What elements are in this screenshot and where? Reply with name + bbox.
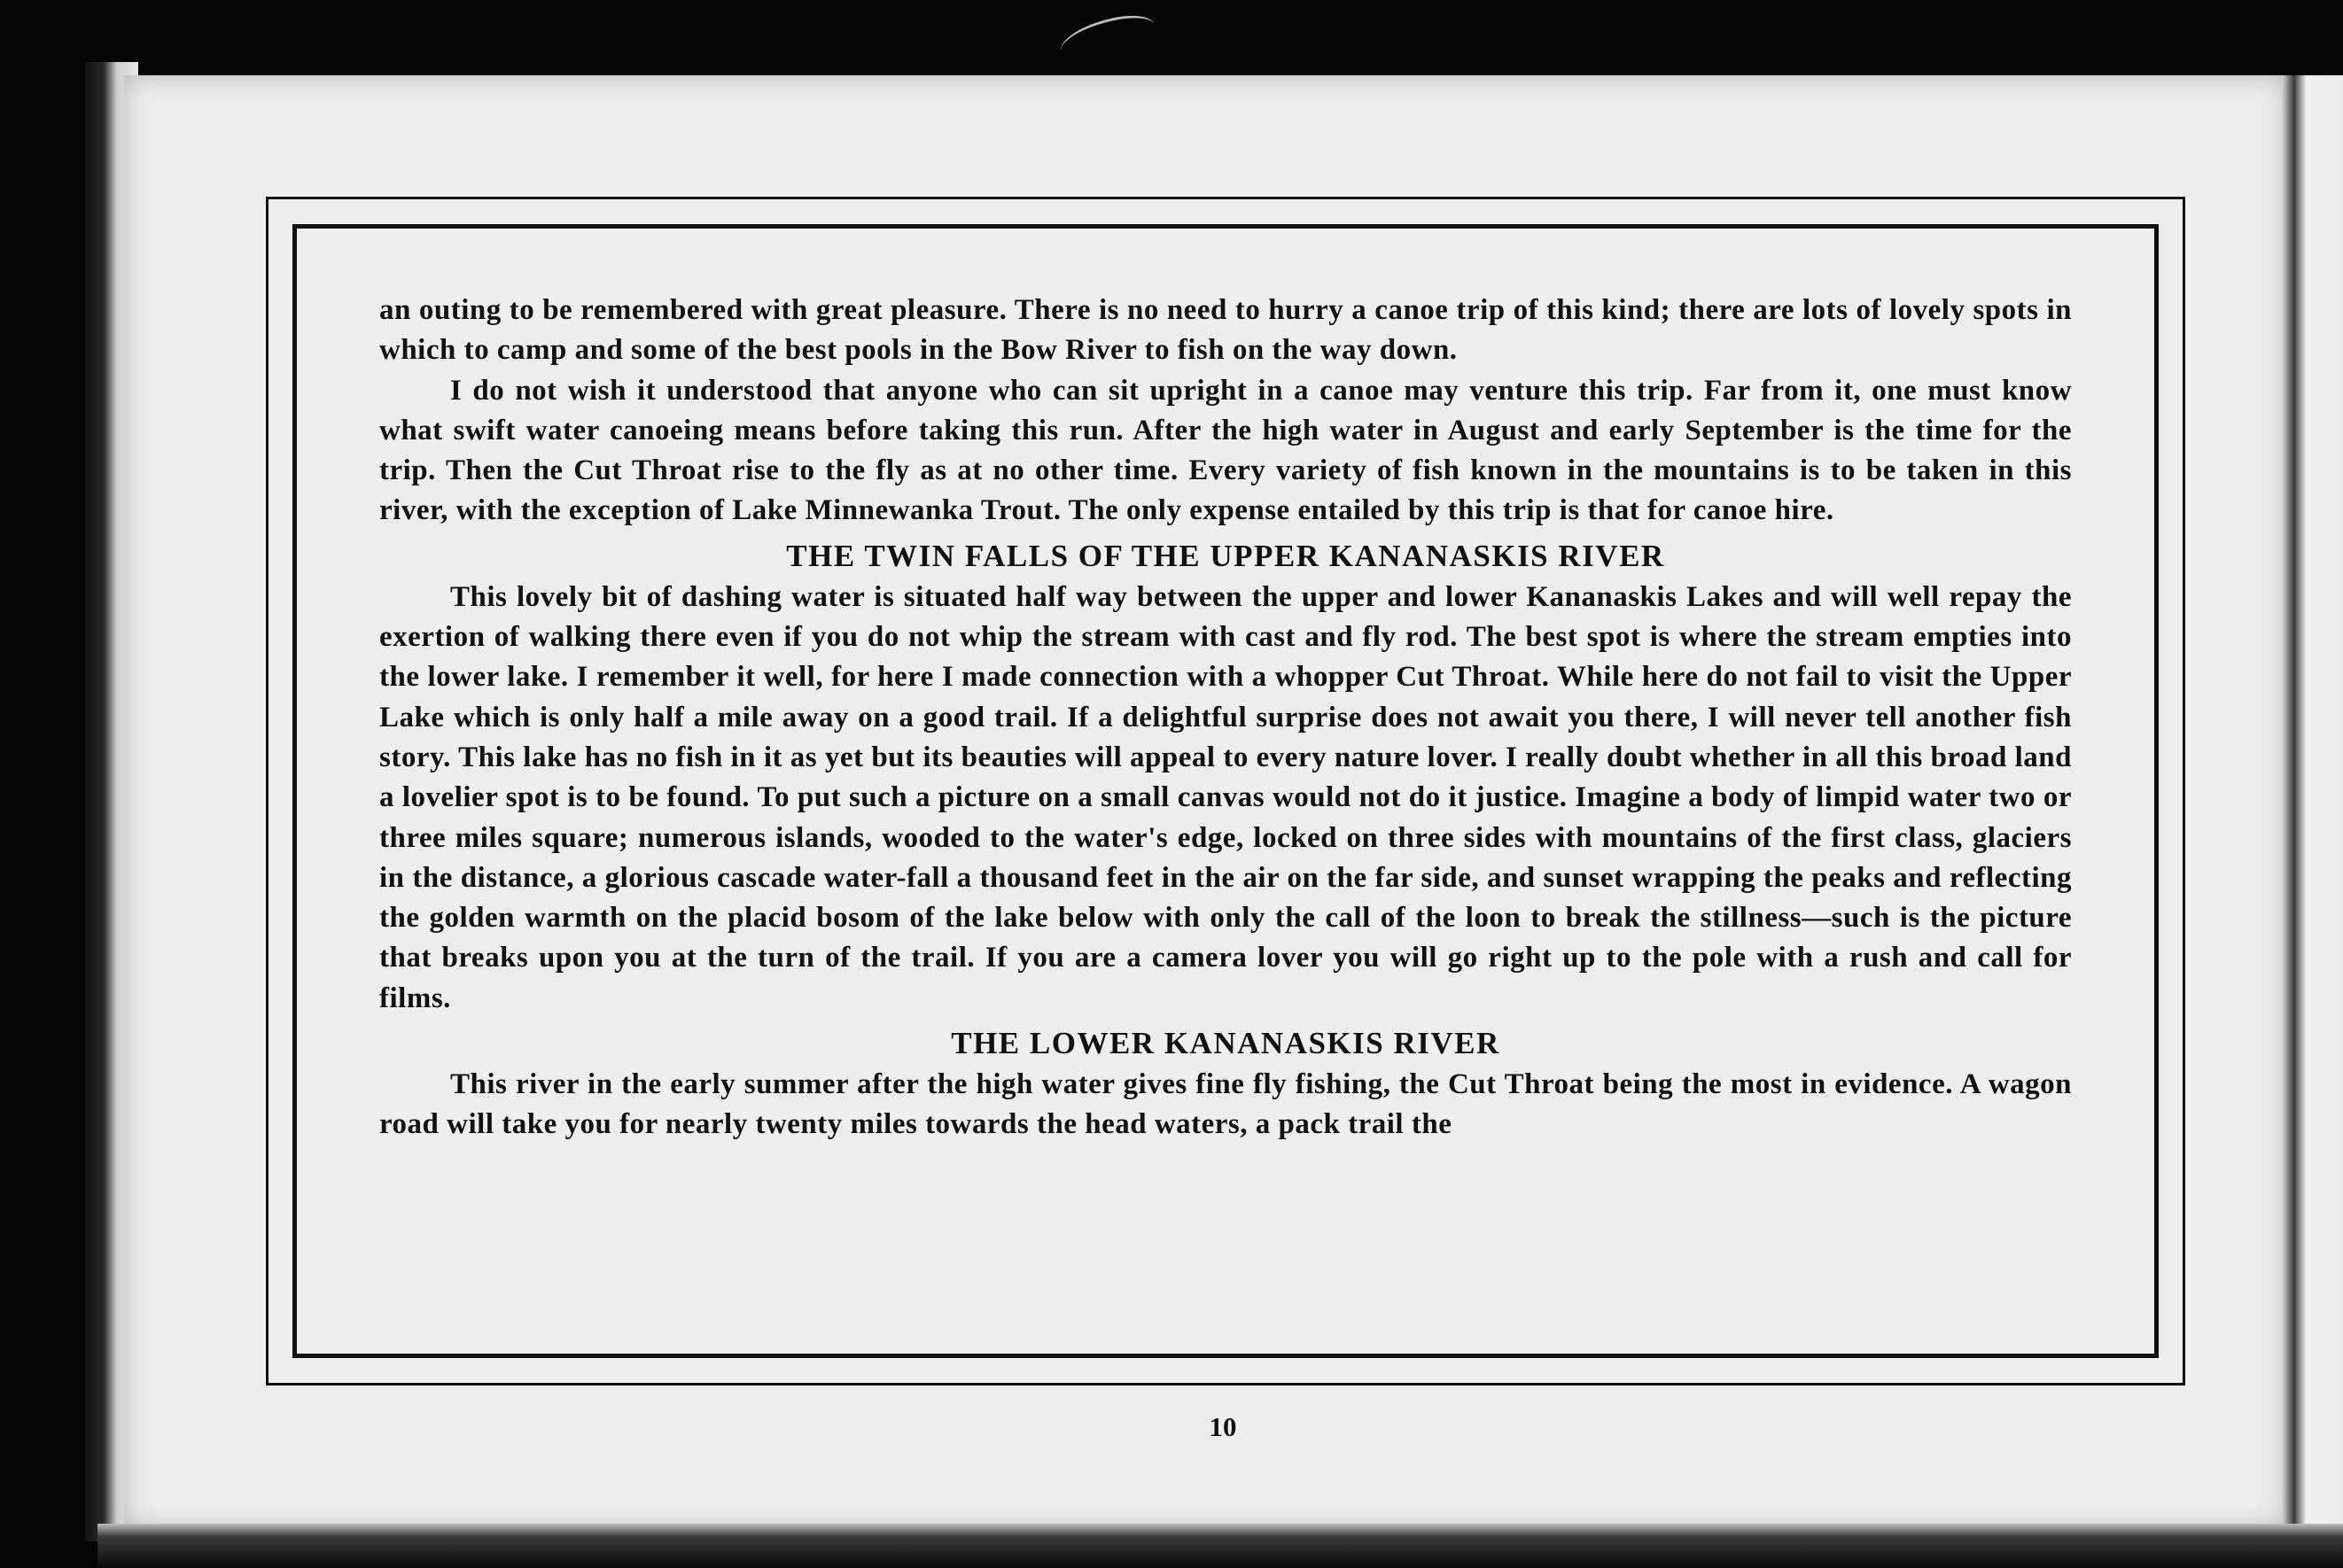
paragraph: an outing to be remembered with great pleasure. There is no need to hurry a canoe trip of this kind; there are lots of lovely spots in which to camp and some of the best pools in the Bow River to fish on the way down. xyxy=(379,294,2072,367)
paragraph: This river in the early summer after the high water gives fine fly fishing, the Cut Throat being the most in evidence. A wagon road will take you for nearly twenty miles towards the head waters, a pack trail the xyxy=(379,1068,2072,1141)
paragraph: This lovely bit of dashing water is situated half way between the upper and lower Kananaskis Lakes and will well repay the exertion of walking there even if you do not whip the stream with cast and fly rod. The best spot is where the stream empties into the lower lake. I remember it well, for here I made connection with a whopper Cut Throat. While here do not fail to visit the Upper Lake which is only half a mile away on a good trail. If a delightful surprise does not await you there, I will never tell another fish story. This lake has no fish in it as yet but its beauties will appeal to every nature lover. I really doubt whether in all this broad land a lovelier spot is to be found. To put such a picture on a small canvas would not do it justice. Imagine a body of limpid water two or three miles square; numerous islands, wooded to the water's edge, locked on three sides with mountains of the first class, glaciers in the distance, a glorious cascade water-fall a thousand feet in the air on the far side, and sunset wrapping the peaks and reflecting the golden warmth on the placid bosom of the lake below with only the call of the loon to break the stillness—such is the picture that breaks upon you at the turn of the trail. If you are a camera lover you will go right up to the pole with a rush and call for films. xyxy=(379,580,2072,1014)
body-text xyxy=(379,291,2072,1145)
section-heading: THE LOWER KANANASKIS RIVER xyxy=(951,1026,1500,1061)
page-bottom-edge xyxy=(97,1524,2343,1568)
page-right-edge xyxy=(2282,75,2343,1528)
section-heading: THE TWIN FALLS OF THE UPPER KANANASKIS RIVER xyxy=(786,538,1665,573)
paragraph: I do not wish it understood that anyone who can sit upright in a canoe may venture this trip. Far from it, one must know what swift water canoeing means before taking this run. After the high water in August and early September is the time for the trip. Then the Cut Throat rise to the fly as at no other time. Every variety of fish known in the mountains is to be taken in this river, with the exception of Lake Minnewanka Trout. The only expense entailed by this trip is that for canoe hire. xyxy=(379,374,2072,527)
page-number: 10 xyxy=(1209,1411,1237,1442)
